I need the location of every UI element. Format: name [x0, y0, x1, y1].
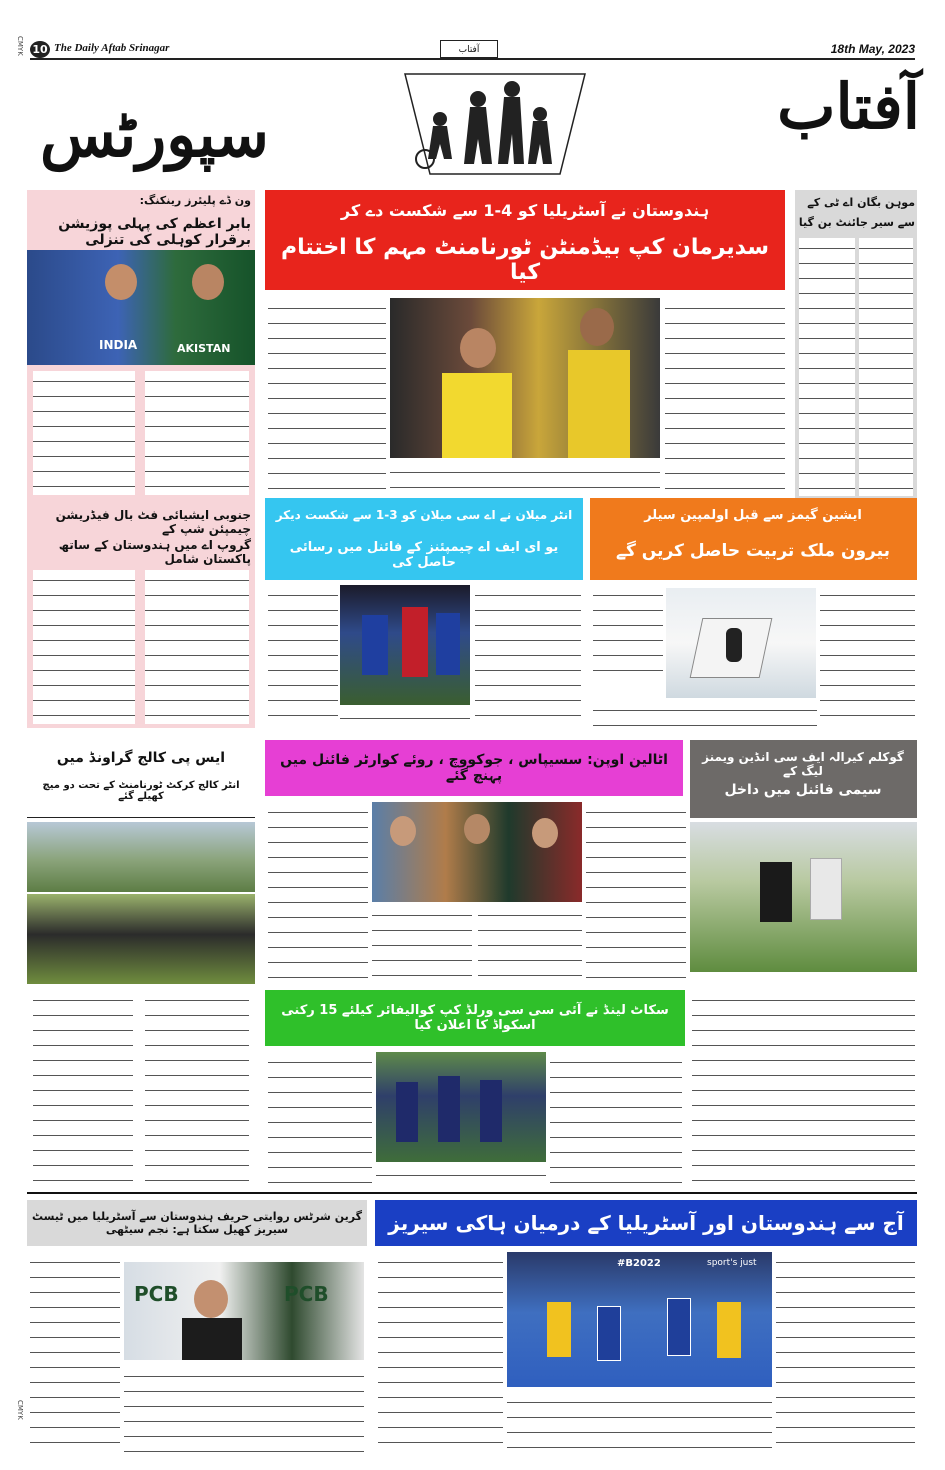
article-text — [692, 990, 915, 1185]
article-text — [372, 905, 472, 983]
player-shirt — [442, 373, 512, 458]
player-kit — [810, 858, 842, 920]
article-text — [665, 298, 785, 490]
article-text — [799, 238, 855, 496]
college-match-photo-1 — [27, 822, 255, 892]
article-text — [475, 585, 581, 730]
speaker-face — [194, 1280, 228, 1318]
article-text — [340, 708, 470, 730]
india-jersey-text: INDIA — [99, 338, 138, 352]
ac-milan-match-photo — [340, 585, 470, 705]
article-text — [268, 585, 338, 720]
article-text — [378, 1252, 503, 1452]
player-face — [192, 264, 224, 300]
hockey-match-photo — [507, 1252, 772, 1387]
scotland-team-photo — [376, 1052, 546, 1162]
sp-college-head-box — [27, 728, 255, 818]
player-kit — [760, 862, 792, 922]
scotland-headline: سکاٹ لینڈ نے آئی سی سی ورلڈ کپ کوالیفائر کیلئے 15 رکنی اسکواڈ کا اعلان کیا — [265, 990, 685, 1046]
sailing-photo — [666, 588, 816, 698]
badminton-headline-1: ہندوستان نے آسٹریلیا کو 4-1 سے شکست دے کر — [265, 190, 785, 230]
masthead-aftab: آفتاب — [777, 70, 920, 143]
article-text — [550, 1052, 682, 1187]
player-face — [464, 814, 490, 844]
cmyk-mark-top: CMYK — [16, 36, 24, 56]
player-kit — [438, 1076, 460, 1142]
player-kit — [547, 1302, 571, 1357]
article-text — [593, 585, 663, 685]
article-text — [859, 238, 913, 496]
pcb-banner-right: PCB — [284, 1282, 329, 1306]
hockey-headline: آج سے ہندوستان اور آسٹریلیا کے درمیان ہاکی سیریز — [375, 1200, 917, 1246]
pcb-banner-left: PCB — [134, 1282, 179, 1306]
article-text — [33, 371, 135, 495]
kohli-babar-photo — [27, 250, 255, 365]
divider — [27, 1192, 917, 1194]
asian-games-headline-box — [590, 498, 917, 580]
paper-name: The Daily Aftab Srinagar — [54, 42, 170, 54]
player-kit — [402, 607, 428, 677]
speaker-suit — [182, 1318, 242, 1360]
badminton-players-photo — [390, 298, 660, 458]
mohan-bagan-headline-1: موہن بگان اے ٹی کے — [807, 196, 915, 209]
article-text — [33, 990, 133, 1190]
player-face — [460, 328, 496, 368]
odi-rankings-kicker: ون ڈے پلیئرز رینکنگ: — [139, 194, 251, 207]
saff-box — [27, 500, 255, 728]
article-text — [268, 1052, 372, 1187]
saff-headline-2: گروپ اے میں ہندوستان کے ساتھ پاکستان شامل — [58, 538, 251, 566]
player-kit — [667, 1298, 691, 1356]
issue-date: 18th May, 2023 — [830, 42, 915, 56]
womens-football-photo — [690, 822, 917, 972]
article-text — [376, 1165, 546, 1187]
gokulam-headline-1: گوکلم کیرالہ ایف سی انڈین ویمنز لیگ کے — [702, 750, 904, 778]
player-shirt — [568, 350, 630, 458]
tennis-players-photo — [372, 802, 582, 902]
header-logo: آفتاب — [440, 40, 498, 58]
player-kit — [597, 1306, 621, 1361]
article-text — [268, 298, 386, 490]
pakistan-jersey-text: AKISTAN — [177, 342, 231, 355]
gokulam-headline-box — [690, 740, 917, 818]
player-kit — [480, 1080, 502, 1142]
hockey-board-text: #B2022 — [617, 1258, 661, 1269]
player-face — [580, 308, 614, 346]
article-text — [776, 1252, 915, 1452]
sp-college-headline-1: ایس پی کالج گراونڈ میں — [56, 750, 226, 766]
mohan-bagan-box — [795, 190, 917, 500]
article-text — [507, 1392, 772, 1452]
player-kit — [717, 1302, 741, 1358]
article-text — [478, 905, 582, 983]
green-shirts-headline: گرین شرٹس روایتی حریف ہندوستان سے آسٹریلیا میں ٹیسٹ سیریز کھیل سکتا ہے: نجم سیٹھی — [27, 1200, 367, 1246]
article-text — [30, 1252, 120, 1452]
sp-college-headline-2: انٹر کالج کرکٹ ٹورنامنٹ کے تحت دو میچ کھیلے گئے — [42, 780, 240, 802]
player-face — [390, 816, 416, 846]
gokulam-headline-2: سیمی فائنل میں داخل — [724, 782, 882, 798]
article-text — [390, 462, 660, 492]
pcb-press-photo — [124, 1262, 364, 1360]
player-kit — [362, 615, 388, 675]
odi-rankings-box — [27, 190, 255, 500]
asian-games-headline-2: بیرون ملک تربیت حاصل کریں گے — [616, 541, 890, 561]
article-text — [268, 802, 368, 982]
article-text — [693, 978, 914, 986]
player-kit — [436, 613, 460, 675]
article-text — [145, 371, 249, 495]
article-text — [820, 585, 915, 730]
article-text — [145, 570, 249, 724]
article-text — [33, 570, 135, 724]
ac-milan-headline-2: یو ای ایف اے چیمپئنز کے فائنل میں رسائی حاصل کی — [289, 540, 559, 570]
italian-open-headline: اٹالین اوپن: سسیپاس ، جوکووچ ، روئے کوارٹر فائنل میں پہنچ گئے — [265, 740, 683, 796]
sports-figures-logo — [400, 64, 590, 184]
page-number: 10 — [30, 41, 50, 58]
saff-headline-1: جنوبی ایشیائی فٹ بال فیڈریشن چیمپئن شپ کے — [55, 508, 251, 536]
article-text — [145, 990, 249, 1190]
player-face — [532, 818, 558, 848]
article-text — [124, 1366, 364, 1452]
cmyk-mark-bottom: CMYK — [16, 1400, 24, 1420]
odi-rankings-headline: بابر اعظم کی پہلی پوزیشن برقرار کوہلی کی تنزلی — [58, 216, 251, 248]
player-face — [105, 264, 137, 300]
hockey-ad-text: sport's just — [707, 1258, 757, 1268]
masthead-sports: سپورٹس — [40, 98, 269, 171]
article-text — [586, 802, 686, 982]
badminton-headline-2: سدیرمان کپ بیڈمنٹن ٹورنامنٹ مہم کا اختتام کیا — [265, 230, 785, 290]
sailor — [726, 628, 742, 662]
college-team-photo-2 — [27, 894, 255, 984]
asian-games-headline-1: ایشین گیمز سے قبل اولمپین سیلر — [644, 508, 862, 523]
ac-milan-headline-1: انٹر میلان نے اے سی میلان کو 3-1 سے شکست دیکر — [275, 508, 573, 522]
article-text — [593, 700, 817, 730]
mohan-bagan-headline-2: سے سیر جائنٹ بن گیا — [798, 216, 915, 229]
player-kit — [396, 1082, 418, 1142]
ac-milan-headline-box — [265, 498, 583, 580]
